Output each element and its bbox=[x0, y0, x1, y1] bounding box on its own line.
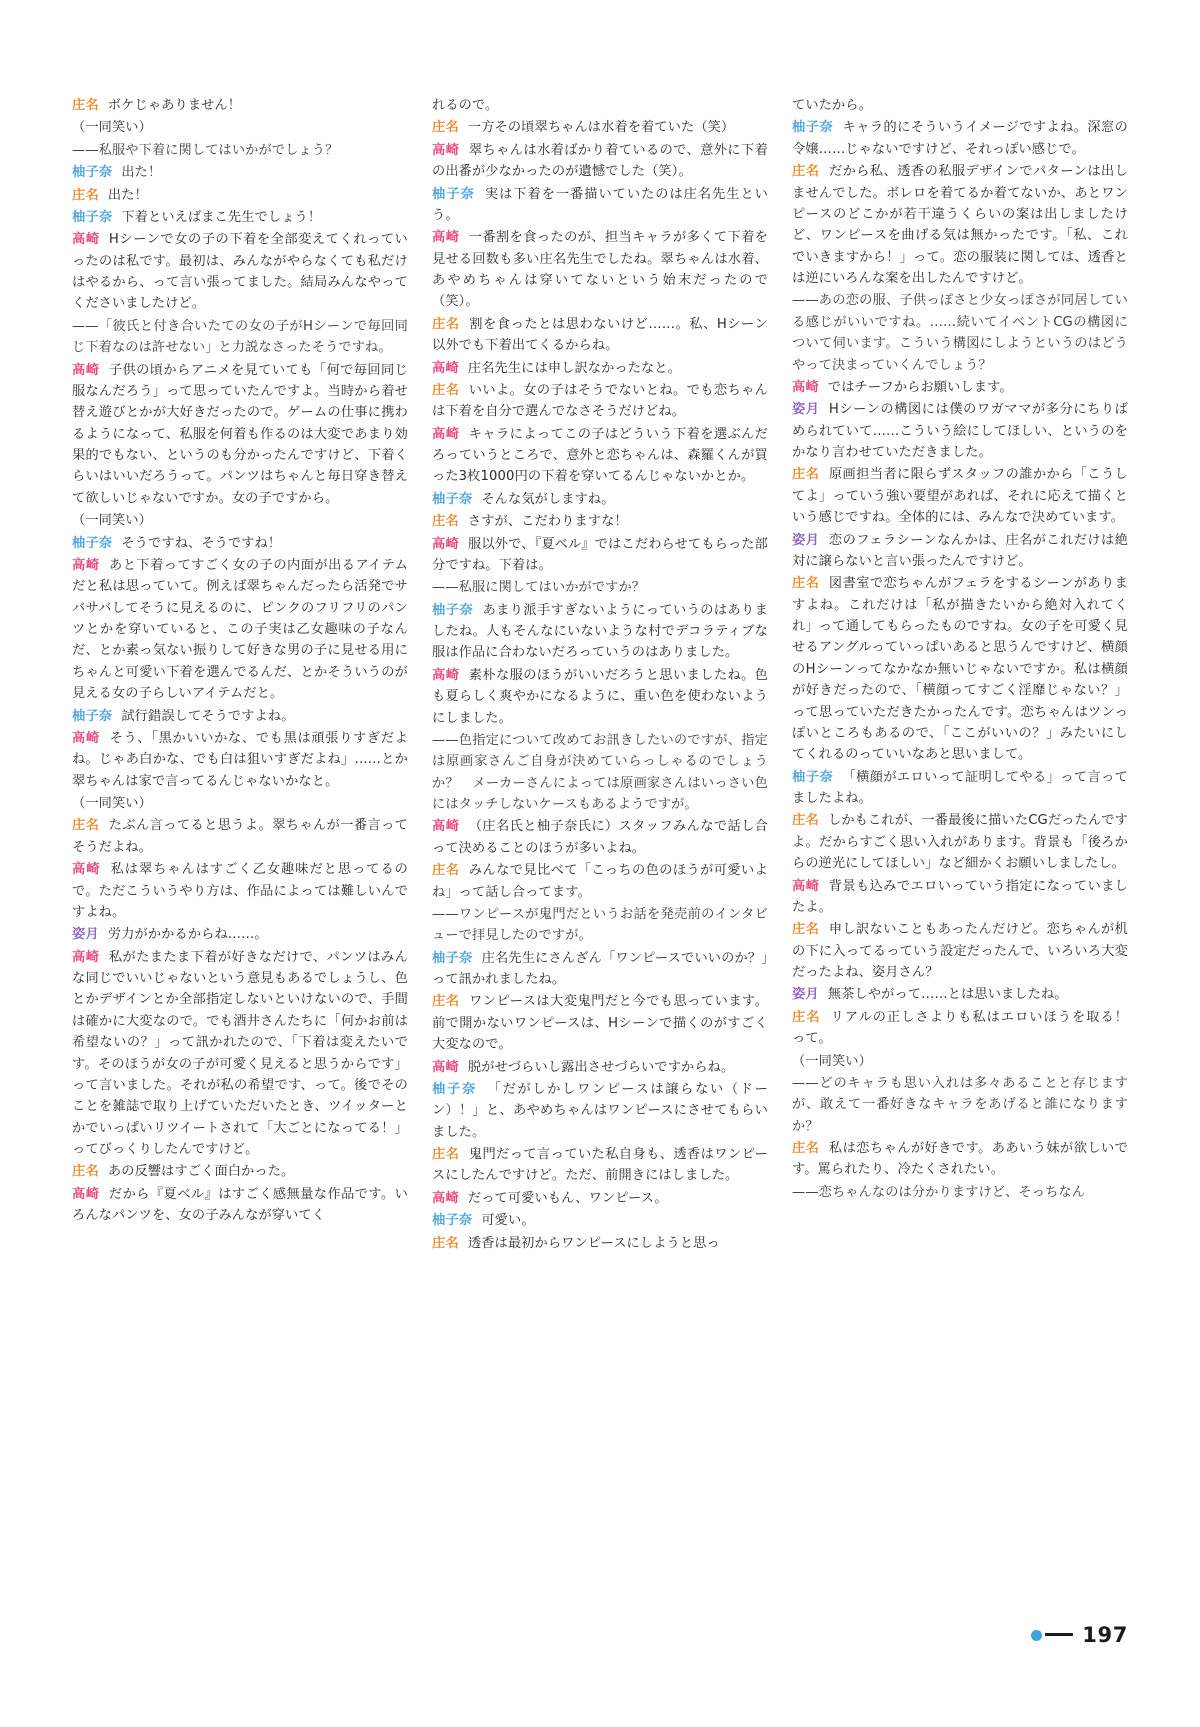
dialogue-text: 鬼門だって言っていた私自身も、透香はワンピースにしたんですけど。ただ、前開きにはしました。 bbox=[432, 1147, 769, 1184]
speaker-name: 柚子奈 bbox=[792, 769, 834, 785]
speaker-name: 高崎 bbox=[432, 1190, 459, 1206]
dialogue-text: さすが、こだわりますな！ bbox=[467, 514, 628, 530]
dialogue-text: だから『夏ベル』はすごく感無量な作品です。いろんなパンツを、女の子みんなが穿いてく bbox=[72, 1186, 408, 1224]
speaker-name: 庄名 bbox=[432, 382, 460, 398]
dialogue-paragraph bbox=[792, 984, 1128, 1005]
speaker-name: 柚子奈 bbox=[432, 602, 474, 618]
dialogue-text: あまり派手すぎないようにっていうのはありましたね。人もそんなにいないような村でデコラティブな服は作品に合わないだろっていうのはありました。 bbox=[432, 602, 768, 661]
dialogue-paragraph bbox=[432, 1144, 768, 1187]
interviewer-question: ——私服や下着に関してはいかがでしょう？ bbox=[72, 142, 339, 158]
dialogue-text: 服以外で、『夏ベル』ではこだわらせてもらった部分ですね。下着は。 bbox=[432, 536, 768, 573]
speaker-name: 高崎 bbox=[792, 878, 820, 894]
dialogue-text: しかもこれが、一番最後に描いたCGだったんですよ。だからすごく思い入れがあります。背景も「後ろからの逆光にしてほしい」など細かくお願いしましたし。 bbox=[792, 813, 1128, 872]
speaker-name: 庄名 bbox=[72, 187, 99, 203]
dialogue-paragraph bbox=[72, 706, 408, 727]
dialogue-paragraph bbox=[72, 95, 408, 116]
dialogue-paragraph bbox=[72, 947, 408, 1161]
dialogue-paragraph bbox=[432, 140, 768, 183]
speaker-name: 柚子奈 bbox=[72, 708, 113, 724]
dialogue-text: 翠ちゃんは水着ばかり着ているので、意外に下着の出番が少なかったのが遺憾でした（笑）。 bbox=[432, 142, 768, 180]
dialogue-paragraph bbox=[432, 1210, 768, 1231]
speaker-name: 柚子奈 bbox=[72, 535, 113, 551]
stage-note: （一同笑い） bbox=[72, 120, 152, 136]
dialogue-text: （庄名氏と柚子奈氏に）スタッフみんなで話し合って決めることのほうが多いよね。 bbox=[432, 819, 769, 856]
dialogue-text: 申し訳ないこともあったんだけど。恋ちゃんが机の下に入ってるっていう設定だったんで、いろいろ大変だったよね、姿月さん？ bbox=[792, 922, 1128, 980]
dialogue-paragraph bbox=[792, 876, 1128, 919]
interviewer-question: ——私服に関してはいかがですか？ bbox=[432, 580, 646, 596]
speaker-name: 高崎 bbox=[432, 1059, 459, 1075]
dialogue-text: 私は恋ちゃんが好きです。ああいう妹が欲しいです。罵られたり、冷たくされたい。 bbox=[792, 1141, 1128, 1178]
interviewer-question: ——「彼氏と付き合いたての女の子がHシーンで毎回同じ下着なのは許せない」と力説なさったそうですね。 bbox=[72, 318, 408, 356]
dialogue-text: 恋のフェラシーンなんかは、庄名がこれだけは絶対に譲らないと言い張ったんですけど。 bbox=[792, 532, 1128, 569]
speaker-name: 庄名 bbox=[432, 863, 460, 879]
speaker-name: 高崎 bbox=[72, 730, 101, 746]
dialogue-text: ではチーフからお願いします。 bbox=[827, 379, 1013, 395]
dialogue-text: 一番割を食ったのが、担当キャラが多くて下着を見せる回数も多い庄名先生でしたね。翠ちゃんは水着、あやめちゃんは穿いてないという始末だったので（笑）。 bbox=[432, 230, 769, 310]
dialogue-paragraph bbox=[432, 117, 768, 138]
stage-note: （一同笑い） bbox=[72, 796, 152, 811]
dialogue-text: 私は翠ちゃんはすごく乙女趣味だと思ってるので。ただこういうやり方は、作品によっては難しいんですよね。 bbox=[72, 862, 408, 920]
dialogue-text: 試行錯誤してそうですよね。 bbox=[121, 708, 295, 724]
speaker-name: 柚子奈 bbox=[432, 1081, 478, 1097]
dialogue-paragraph bbox=[72, 229, 408, 315]
dialogue-text: 割を食ったとは思わないけど……。私、Hシーン以外でも下着出てくるからね。 bbox=[432, 316, 768, 354]
page-number: 197 bbox=[1082, 1623, 1128, 1647]
speaker-name: 高崎 bbox=[72, 1186, 100, 1202]
speaker-name: 庄名 bbox=[792, 1141, 820, 1156]
dialogue-paragraph bbox=[792, 377, 1128, 398]
speaker-name: 高崎 bbox=[72, 232, 100, 248]
dialogue-text: 脱がせづらいし露出させづらいですからね。 bbox=[467, 1059, 735, 1075]
dialogue-paragraph bbox=[432, 511, 768, 532]
dialogue-paragraph bbox=[792, 573, 1128, 765]
dialogue-text: 図書室で恋ちゃんがフェラをするシーンがありますよね。これだけは「私が描きたいから絶対入れてくれ」って通してもらったものですね。女の子を可愛く見せるアングルっていっぱいあると思うんですけど、横顔のHシーンってなかなか無いじゃないですか。私は横顔が好きだったので、「横顔ってすごく淫靡じゃない？」って思っていただきたかったんです。恋ちゃんはツンっぽいところもあるので、「ここがいいの？」みたいにしてくれるのっていいなあと思いまして。 bbox=[792, 576, 1128, 763]
dialogue-text: 透香は最初からワンピースにしようと思っ bbox=[467, 1235, 720, 1251]
speaker-name: 柚子奈 bbox=[432, 950, 473, 966]
interviewer-question: ——恋ちゃんなのは分かりますけど、そっちなん bbox=[792, 1184, 1086, 1200]
dialogue-text: 庄名先生にさんざん「ワンピースでいいのか？」って訊かれましたね。 bbox=[432, 950, 768, 987]
stage-note: （一同笑い） bbox=[72, 513, 152, 529]
speaker-name: 庄名 bbox=[72, 818, 100, 834]
continuation-text: ていたから。 bbox=[792, 98, 872, 113]
dialogue-text: そう、「黒かいいかな、でも黒は頑張りすぎだよね。じゃあ白かな、でも白は狙いすぎだよね」……とか翠ちゃんは家で言ってるんじゃないかなと。 bbox=[72, 730, 408, 789]
dialogue-paragraph bbox=[432, 314, 768, 357]
dialogue-paragraph bbox=[792, 530, 1128, 573]
dialogue-paragraph bbox=[432, 358, 768, 379]
dialogue-paragraph bbox=[432, 1233, 768, 1254]
speaker-name: 高崎 bbox=[432, 142, 460, 158]
speaker-name: 庄名 bbox=[432, 994, 460, 1010]
dialogue-text: あと下着ってすごく女の子の内面が出るアイテムだと私は思っていて。例えば翠ちゃんだったら活発でサバサバしてそうに見えるのに、ピンクのフリフリのパンツとかを穿いていると、この子実は乙女趣味の子なんだ、とか素っ気ない振りして好きな男の子に見せる用にちゃんと可愛い下着を選んでるんだ、とかそういうのが見える女の子らしいアイテムだと。 bbox=[72, 557, 408, 702]
dialogue-paragraph bbox=[432, 816, 768, 859]
dialogue-paragraph bbox=[72, 1161, 408, 1182]
speaker-name: 高崎 bbox=[432, 819, 460, 835]
speaker-name: 庄名 bbox=[792, 164, 820, 180]
speaker-name: 高崎 bbox=[72, 862, 101, 878]
dialogue-paragraph bbox=[792, 161, 1128, 289]
text-columns bbox=[72, 95, 1142, 1555]
dialogue-text: 一方その頃翠ちゃんは水着を着ていた（笑） bbox=[467, 120, 735, 136]
dialogue-text: 原画担当者に限らずスタッフの誰かから「こうしてよ」っていう強い要望があれば、それに応えて描くという感じですね。全体的には、みんなで決めています。 bbox=[792, 467, 1129, 526]
interviewer-question: ——色指定について改めてお訊きしたいのですが、指定は原画家さんご自身が決めていらっしゃるのでしょうか？ メーカーさんによっては原画家さんはいっさい色にはタッチしないケースもあるようですが。 bbox=[432, 732, 768, 812]
speaker-name: 高崎 bbox=[432, 230, 460, 246]
dialogue-paragraph bbox=[72, 1184, 408, 1227]
speaker-name: 庄名 bbox=[432, 1235, 459, 1251]
dialogue-text: みんなで見比べて「こっちの色のほうが可愛いよね」って話し合ってます。 bbox=[432, 863, 768, 900]
speaker-name: 高崎 bbox=[432, 360, 459, 376]
speaker-name: 柚子奈 bbox=[792, 120, 834, 136]
interviewer-question: ——どのキャラも思い入れは多々あることと存じますが、敢えて一番好きなキャラをあげると誰になりますか？ bbox=[792, 1075, 1128, 1134]
speaker-name: 庄名 bbox=[72, 1164, 99, 1180]
dialogue-paragraph bbox=[792, 464, 1128, 528]
speaker-name: 庄名 bbox=[72, 98, 99, 113]
speaker-name: 柚子奈 bbox=[72, 209, 113, 225]
dialogue-text: あの反響はすごく面白かった。 bbox=[107, 1164, 295, 1180]
dialogue-text: Hシーンで女の子の下着を全部変えてくれっていったのは私です。最初は、みんながやらなくても私だけはやるから、って言い張ってました。結局みんなやってくださいましたけど。 bbox=[72, 232, 408, 312]
speaker-name: 高崎 bbox=[72, 949, 100, 965]
dialogue-paragraph bbox=[72, 162, 408, 183]
speaker-name: 庄名 bbox=[432, 514, 459, 530]
dialogue-text: 労力がかかるからね……。 bbox=[107, 927, 268, 943]
interviewer-question: ——あの恋の服、子供っぽさと少女っぽさが同居している感じがいいですね。……続いてイベントCGの構図について伺います。こういう構図にしようというのはどうやって決まっていくんでしょう？ bbox=[792, 293, 1128, 373]
speaker-name: 高崎 bbox=[432, 536, 459, 552]
speaker-name: 高崎 bbox=[432, 667, 460, 683]
dialogue-text: 子供の頃からアニメを見ていても「何で毎回同じ服なんだろう」って思っていたんですよ。当時から着せ替え遊びとかが大好きだったので。ゲームの仕事に携わるようになって、私服を何着も作るのは大変であまり効果的でもない、というのも分かったんですけど、下着くらいはいいだろうって。パンツはちゃんと毎日穿き替えて欲しいじゃないですか。女の子ですから。 bbox=[72, 362, 408, 506]
speaker-name: 庄名 bbox=[792, 467, 820, 483]
dialogue-paragraph bbox=[792, 399, 1128, 463]
dialogue-paragraph bbox=[432, 1079, 768, 1143]
column-2 bbox=[432, 95, 768, 1555]
dialogue-text: そんな気がしますね。 bbox=[481, 491, 615, 507]
speaker-name: 姿月 bbox=[792, 987, 819, 1003]
speaker-name: 姿月 bbox=[72, 927, 99, 943]
dialogue-paragraph bbox=[432, 860, 768, 903]
dialogue-text: 「だがしかしワンピースは譲らない（ドーン）！」と、あやめちゃんはワンピースにさせてもらいました。 bbox=[432, 1081, 768, 1140]
speaker-name: 庄名 bbox=[792, 576, 820, 592]
column-1 bbox=[72, 95, 408, 1555]
dialogue-text: 素朴な服のほうがいいだろうと思いましたね。色も夏らしく爽やかになるように、重い色を使わないようにしました。 bbox=[432, 667, 769, 726]
dialogue-text: だから私、透香の私服デザインでパターンは出しませんでした。ボレロを着てるか着てないか、あとワンピースのどこかが若干違うくらいの案は出しましたけど、ワンピースを曲げる気は無かったです。「私、これでいきますから！」って。恋の服装に関しては、透香とは逆にいろんな案を出したんですけど。 bbox=[792, 164, 1128, 286]
speaker-name: 高崎 bbox=[72, 557, 100, 573]
dialogue-text: リアルの正しさよりも私はエロいほうを取る！ って。 bbox=[792, 1009, 1142, 1047]
speaker-name: 庄名 bbox=[792, 1009, 821, 1025]
dialogue-paragraph bbox=[792, 1007, 1142, 1050]
dialogue-text: 出た！ bbox=[107, 187, 148, 203]
dialogue-text: だって可愛いもん、ワンピース。 bbox=[467, 1190, 668, 1206]
speaker-name: 庄名 bbox=[792, 813, 819, 829]
dialogue-paragraph bbox=[72, 207, 408, 228]
dialogue-paragraph bbox=[432, 600, 768, 664]
speaker-name: 柚子奈 bbox=[432, 1213, 473, 1229]
dialogue-paragraph bbox=[432, 1188, 768, 1209]
dialogue-text: 「横顔がエロいって証明してやる」って言ってましたよね。 bbox=[792, 769, 1128, 806]
dialogue-paragraph bbox=[432, 489, 768, 510]
dialogue-paragraph bbox=[72, 533, 408, 554]
dialogue-text: 下着といえばまこ先生でしょう！ bbox=[121, 209, 322, 225]
dialogue-paragraph bbox=[432, 534, 768, 577]
dialogue-text: そうですね、そうですね！ bbox=[121, 535, 282, 551]
dialogue-paragraph bbox=[72, 728, 408, 792]
page-footer bbox=[1031, 1623, 1128, 1647]
dialogue-paragraph bbox=[432, 424, 768, 488]
dialogue-paragraph bbox=[72, 815, 408, 858]
speaker-name: 柚子奈 bbox=[432, 491, 473, 507]
dialogue-paragraph bbox=[792, 919, 1128, 983]
dialogue-text: たぶん言ってると思うよ。翠ちゃんが一番言ってそうだよね。 bbox=[72, 818, 409, 855]
dialogue-paragraph bbox=[432, 227, 768, 313]
speaker-name: 高崎 bbox=[72, 362, 100, 378]
speaker-name: 庄名 bbox=[432, 1147, 460, 1162]
dialogue-text: 背景も込みでエロいっていう指定になっていましたよ。 bbox=[792, 878, 1129, 915]
speaker-name: 庄名 bbox=[432, 316, 460, 332]
continuation-text: れるので。 bbox=[432, 98, 499, 113]
speaker-name: 柚子奈 bbox=[72, 165, 113, 181]
dialogue-paragraph bbox=[792, 767, 1128, 810]
dialogue-paragraph bbox=[432, 665, 768, 729]
column-3 bbox=[792, 95, 1142, 1555]
dialogue-paragraph bbox=[72, 859, 408, 923]
dialogue-paragraph bbox=[432, 380, 768, 423]
dialogue-text: 実は下着を一番描いていたのは庄名先生という。 bbox=[432, 186, 768, 223]
dialogue-text: いいよ。女の子はそうでないとね。でも恋ちゃんは下着を自分で選んでなさそうだけどね。 bbox=[432, 382, 769, 420]
footer-rule bbox=[1045, 1633, 1073, 1636]
dialogue-paragraph bbox=[432, 184, 768, 227]
dialogue-paragraph bbox=[792, 810, 1128, 874]
speaker-name: 庄名 bbox=[432, 120, 459, 136]
speaker-name: 姿月 bbox=[792, 532, 820, 548]
interviewer-question: ——ワンピースが鬼門だというお話を発売前のインタビューで拝見したのですが。 bbox=[432, 906, 768, 944]
speaker-name: 高崎 bbox=[792, 379, 819, 395]
dialogue-paragraph bbox=[792, 117, 1128, 160]
dialogue-paragraph bbox=[72, 924, 408, 945]
speaker-name: 姿月 bbox=[792, 402, 820, 418]
dialogue-text: 私がたまたま下着が好きなだけで、パンツはみんな同じでいいじゃないという意見もあるでしょうし、色とかデザインとか全部指定しないといけないので、手間は確かに大変なので。でも酒井さんたちに「何かお前は希望ないの？」って訊かれたので、「下着は変えたいです。そのほうが女の子が可愛く見えると思うからです」って言いました。それが私の希望です、って。後でそのことを雑誌で取り上げていただいたとき、ツイッターとかでいっぱいリツイートされて「大ごとになってる！」ってびっくりしたんですけど。 bbox=[72, 949, 408, 1157]
speaker-name: 柚子奈 bbox=[432, 186, 475, 202]
dialogue-paragraph bbox=[72, 360, 408, 510]
dialogue-text: 庄名先生には申し訳なかったなと。 bbox=[467, 360, 682, 376]
dialogue-text: 無茶しやがって……とは思いましたね。 bbox=[827, 987, 1068, 1003]
bullet-icon bbox=[1031, 1630, 1042, 1641]
dialogue-text: キャラ的にそういうイメージですよね。深窓の令嬢……じゃないですけど、それっぽい感じで。 bbox=[792, 120, 1129, 157]
dialogue-paragraph bbox=[72, 555, 408, 705]
dialogue-text: 可愛い。 bbox=[481, 1213, 535, 1229]
dialogue-paragraph bbox=[432, 991, 768, 1055]
dialogue-text: キャラによってこの子はどういう下着を選ぶんだろっていうところで、意外と恋ちゃんは、森羅くんが買った3枚1000円の下着を穿いてるんじゃないかとか。 bbox=[432, 426, 769, 485]
speaker-name: 庄名 bbox=[792, 922, 820, 938]
speaker-name: 高崎 bbox=[432, 426, 460, 442]
dialogue-text: 出た！ bbox=[121, 165, 162, 181]
dialogue-text: ワンピースは大変鬼門だと今でも思っています。前で開かないワンピースは、Hシーンで描くのがすごく大変なので。 bbox=[432, 994, 768, 1053]
dialogue-text: Hシーンの構図には僕のワガママが多分にちりばめられていて……こういう絵にしてほしい、というのをかなり言わせていただきました。 bbox=[792, 402, 1128, 460]
dialogue-paragraph bbox=[792, 1138, 1128, 1181]
dialogue-text: ボケじゃありません！ bbox=[107, 98, 242, 113]
dialogue-paragraph bbox=[432, 948, 768, 991]
dialogue-paragraph bbox=[72, 185, 408, 206]
dialogue-paragraph bbox=[432, 1057, 768, 1078]
stage-note: （一同笑い） bbox=[792, 1053, 872, 1069]
